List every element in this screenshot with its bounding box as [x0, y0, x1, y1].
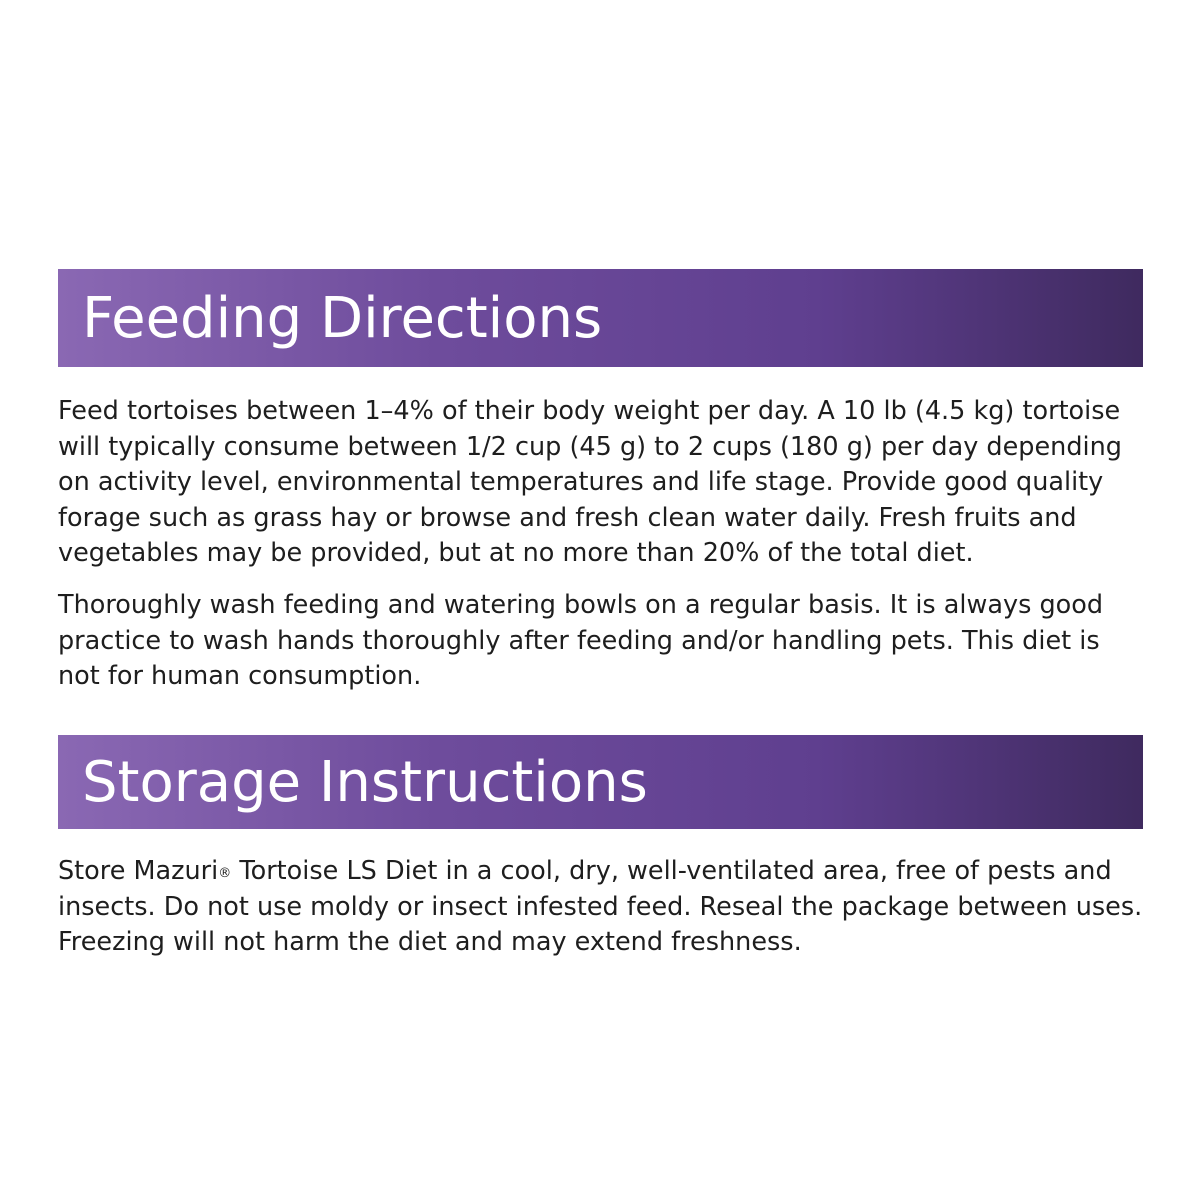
feeding-directions-banner [58, 269, 1143, 367]
feeding-directions-title: Feeding Directions [82, 285, 603, 351]
storage-paragraph-rest: Tortoise LS Diet in a cool, dry, well-ventilated area, free of pests and insects. Do not use moldy or insect infested feed. Reseal the package between uses. Freezing will not harm the diet and may extend freshness. [58, 856, 1143, 957]
feeding-paragraph-1: Feed tortoises between 1–4% of their body weight per day. A 10 lb (4.5 kg) tortoise will typically consume between 1/2 cup (45 g) to 2 cups (180 g) per day depending on activity level, environmental temperatures and life stage. Provide good quality forage such as grass hay or browse and fresh clean water daily. Fresh fruits and vegetables may be provided, but at no more than 20% of the total diet. [58, 396, 1122, 568]
storage-instructions-title: Storage Instructions [82, 749, 648, 815]
storage-instructions-banner [58, 735, 1143, 829]
feeding-paragraph-2: Thoroughly wash feeding and watering bowls on a regular basis. It is always good practice to wash hands thoroughly after feeding and/or handling pets. This diet is not for human consumption. [58, 590, 1104, 691]
storage-paragraph [58, 854, 1148, 961]
registered-mark: ® [218, 866, 232, 881]
storage-paragraph-start: Store Mazuri [58, 856, 219, 886]
